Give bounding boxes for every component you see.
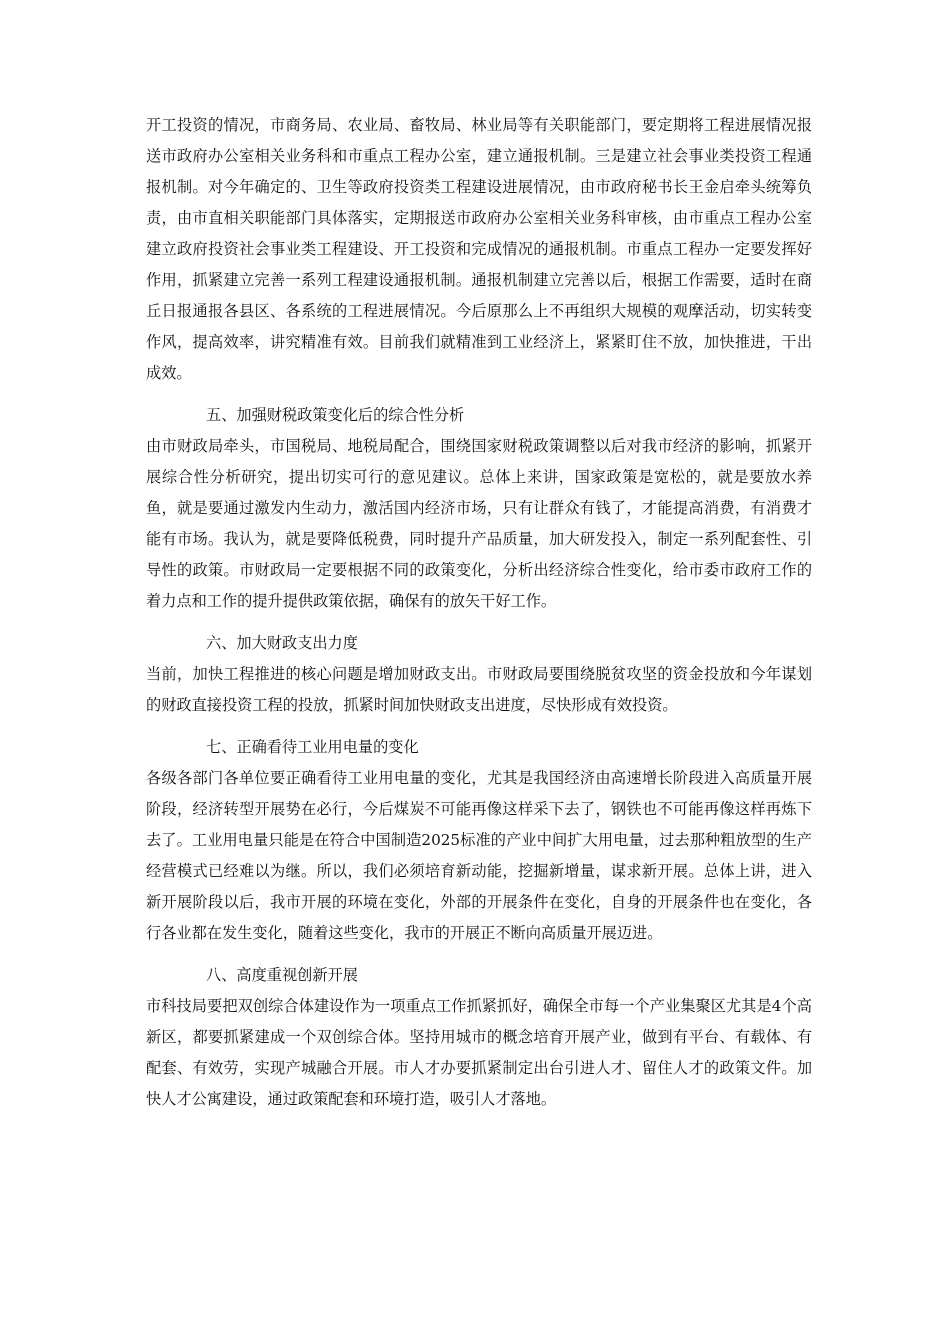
section-8: [146, 960, 812, 1115]
section-7: [146, 732, 812, 949]
section-body: 由市财政局牵头，市国税局、地税局配合，围绕国家财税政策调整以后对我市经济的影响，抓紧开展综合性分析研究，提出切实可行的意见建议。总体上来讲，国家政策是宽松的，就是要放水养鱼，就是要通过激发内生动力，激活国内经济市场，只有让群众有钱了，才能提高消费，有消费才能有市场。我认为，就是要降低税费，同时提升产品质量，加大研发投入，制定一系列配套性、引导性的政策。市财政局一定要根据不同的政策变化，分析出经济综合性变化，给市委市政府工作的着力点和工作的提升提供政策依据，确保有的放矢干好工作。: [146, 437, 812, 610]
document-page: [146, 110, 812, 1126]
section-body: 市科技局要把双创综合体建设作为一项重点工作抓紧抓好，确保全市每一个产业集聚区尤其是4个高新区，都要抓紧建成一个双创综合体。坚持用城市的概念培育开展产业，做到有平台、有载体、有配套、有效劳，实现产城融合开展。市人才办要抓紧制定出台引进人才、留住人才的政策文件。加快人才公寓建设，通过政策配套和环境打造，吸引人才落地。: [146, 997, 812, 1108]
section-heading: 七、正确看待工业用电量的变化: [206, 738, 419, 756]
section-heading: 八、高度重视创新开展: [206, 966, 358, 984]
section-6: [146, 628, 812, 721]
intro-paragraph: 开工投资的情况，市商务局、农业局、畜牧局、林业局等有关职能部门，要定期将工程进展情况报送市政府办公室相关业务科和市重点工程办公室，建立通报机制。三是建立社会事业类投资工程通报机制。对今年确定的、卫生等政府投资类工程建设进展情况，由市政府秘书长王金启牵头统筹负责，由市直相关职能部门具体落实，定期报送市政府办公室相关业务科审核，由市重点工程办公室建立政府投资社会事业类工程建设、开工投资和完成情况的通报机制。市重点工程办一定要发挥好作用，抓紧建立完善一系列工程建设通报机制。通报机制建立完善以后，根据工作需要，适时在商丘日报通报各县区、各系统的工程进展情况。今后原那么上不再组织大规模的观摩活动，切实转变作风，提高效率，讲究精准有效。目前我们就精准到工业经济上，紧紧盯住不放，加快推进，干出成效。: [146, 116, 812, 382]
section-body: 各级各部门各单位要正确看待工业用电量的变化，尤其是我国经济由高速增长阶段进入高质量开展阶段，经济转型开展势在必行，今后煤炭不可能再像这样采下去了，钢铁也不可能再像这样再炼下去了。工业用电量只能是在符合中国制造2025标准的产业中间扩大用电量，过去那种粗放型的生产经营模式已经难以为继。所以，我们必须培育新动能，挖掘新增量，谋求新开展。总体上讲，进入新开展阶段以后，我市开展的环境在变化，外部的开展条件在变化，自身的开展条件也在变化，各行各业都在发生变化，随着这些变化，我市的开展正不断向高质量开展迈进。: [146, 769, 812, 942]
section-5: [146, 400, 812, 617]
section-heading: 五、加强财税政策变化后的综合性分析: [206, 406, 465, 424]
section-body: 当前，加快工程推进的核心问题是增加财政支出。市财政局要围绕脱贫攻坚的资金投放和今年谋划的财政直接投资工程的投放，抓紧时间加快财政支出进度，尽快形成有效投资。: [146, 665, 812, 714]
section-heading: 六、加大财政支出力度: [206, 634, 358, 652]
